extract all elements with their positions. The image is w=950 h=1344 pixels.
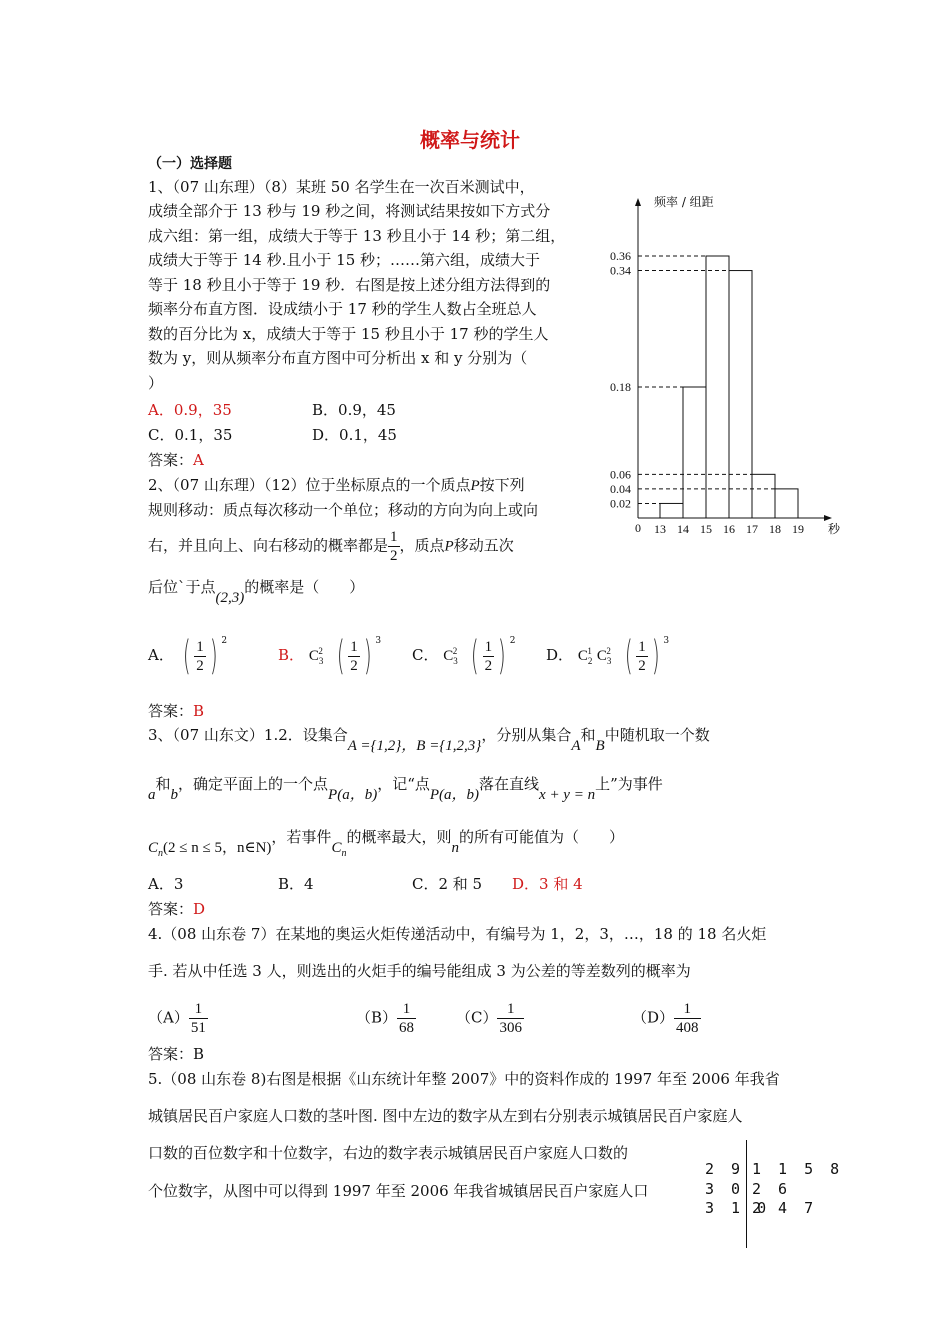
q4-option-a: （A） $\frac{1}{51}$ [148, 1001, 206, 1036]
q1-line: 等于 18 秒且小于等于 19 秒．右图是按上述分组方法得到的 [148, 276, 551, 294]
x-axis-arrow [824, 515, 832, 521]
x-tick-label: 19 [792, 522, 804, 536]
q5-line: 城镇居民百户家庭人口数的茎叶图. 图中左边的数字从左到右分别表示城镇居民百户家庭人 [148, 1107, 743, 1125]
q1-line: 1、（07 山东理）（8）某班 50 名学生在一次百米测试中， [148, 178, 535, 196]
x-tick-label: 18 [769, 522, 781, 536]
q3-option-b: B．4 [278, 875, 314, 893]
q2-line: 规则移动：质点每次移动一个单位；移动的方向为向上或向 [148, 501, 539, 519]
histogram-bar [775, 489, 798, 518]
q1-option-c: C．0.1，35 [148, 426, 233, 444]
y-tick-label: 0.02 [610, 496, 631, 511]
q2-option-d: D． $C_2^1$ $C_3^2$ ( $\frac{1}{2}$ ) $^3$ [546, 633, 670, 679]
histogram-bar [729, 271, 752, 518]
leaves: 1 1 5 8 [752, 1160, 844, 1178]
q1-line: 数的百分比为 x，成绩大于等于 15 秒且小于 17 秒的学生人 [148, 325, 549, 343]
q1-line: 数为 y，则从频率分布直方图中可分析出 x 和 y 分别为（ [148, 349, 528, 367]
frequency-histogram [600, 180, 850, 550]
q4-answer: 答案：B [148, 1045, 205, 1063]
x-tick-label: 13 [654, 522, 666, 536]
x-tick-label: 17 [746, 522, 758, 536]
q3-option-c: C．2 和 5 [412, 875, 483, 893]
y-tick-label: 0.18 [610, 380, 631, 394]
leaves: 2 6 [752, 1180, 792, 1198]
q1-line: 频率分布直方图．设成绩小于 17 秒的学生人数占全班总人 [148, 300, 537, 318]
stem: 2 9 [705, 1160, 745, 1178]
x-tick-label: 15 [700, 522, 712, 536]
leaves: 2 4 7 [752, 1199, 818, 1217]
q3-line: 3、（07 山东文）1.2．设集合A ={1,2}，B ={1,2,3}，分别从集合A和B中随机取一个数 [148, 726, 710, 754]
q2-option-a: A． ( $\frac{1}{2}$ ) $^2$ [148, 633, 228, 679]
q2-answer: 答案：B [148, 702, 205, 720]
q2-line: 后位`于点(2,3)的概率是（ ） [148, 578, 365, 606]
histogram-bar [706, 256, 729, 518]
q3-answer: 答案：D [148, 900, 206, 918]
q5-line: 5.（08 山东卷 8)右图是根据《山东统计年整 2007》中的资料作成的 1997 年至 2006 年我省 [148, 1070, 780, 1088]
x-tick-label: 14 [677, 522, 689, 536]
q3-line: a和b，确定平面上的一个点P(a，b)，记“点P(a，b)落在直线x + y = n上”为事件 [148, 775, 663, 803]
q3-option-d: D．3 和 4 [512, 875, 583, 893]
y-tick-label: 0.34 [610, 263, 631, 278]
q5-line: 个位数字，从图中可以得到 1997 年至 2006 年我省城镇居民百户家庭人口 [148, 1182, 649, 1200]
q4-line: 手. 若从中任选 3 人，则选出的火炬手的编号能组成 3 为公差的等差数列的概率为 [148, 962, 691, 980]
q4-option-c: （C） $\frac{1}{306}$ [456, 1001, 522, 1036]
q5-line: 口数的百位数字和十位数字，右边的数字表示城镇居民百户家庭人口数的 [148, 1144, 629, 1162]
q4-option-d: （D） $\frac{1}{408}$ [632, 1001, 699, 1036]
q2-option-b: B． $C_3^2$ ( $\frac{1}{2}$ ) $^3$ [278, 633, 382, 679]
q4-line: 4.（08 山东卷 7）在某地的奥运火炬传递活动中，有编号为 1，2，3，…，18 的 18 名火炬 [148, 925, 767, 943]
stemleaf-divider [746, 1140, 747, 1248]
q2-line: 右，并且向上、向右移动的概率都是 $\frac{1}{2}$ ，质点P移动五次 [148, 529, 514, 564]
q3-option-a: A．3 [148, 875, 184, 893]
q1-line: ） [148, 374, 164, 392]
histogram-bar [660, 503, 683, 518]
histogram-bar [683, 387, 706, 518]
origin-label: 0 [635, 521, 641, 535]
stem: 3 1 0 [705, 1199, 771, 1217]
histogram-bar [752, 474, 775, 518]
q2-option-c: C． $C_3^2$ ( $\frac{1}{2}$ ) $^2$ [412, 633, 516, 679]
q1-line: 成六组：第一组，成绩大于等于 13 秒且小于 14 秒；第二组， [148, 227, 566, 245]
q3-line: $C_n(2 \le n \le 5$，n∈N)，若事件$C_n$的概率最大，则n的所有可能值为（ ） [148, 828, 624, 859]
q1-line: 成绩大于等于 14 秒.且小于 15 秒；……第六组，成绩大于 [148, 251, 541, 269]
q1-option-a: A．0.9，35 [148, 401, 232, 419]
y-axis-arrow [635, 198, 641, 206]
q4-option-b: （B） $\frac{1}{68}$ [356, 1001, 415, 1036]
q1-option-d: D．0.1，45 [312, 426, 397, 444]
y-tick-label: 0.36 [610, 249, 631, 263]
stem: 3 0 [705, 1180, 745, 1198]
y-axis-label: 频率 / 组距 [654, 195, 714, 209]
fraction: $\frac{1}{2}$ [390, 529, 398, 564]
q1-answer: 答案：A [148, 451, 204, 469]
y-tick-label: 0.04 [610, 481, 631, 496]
page-title: 概率与统计 [420, 128, 520, 152]
q1-option-b: B．0.9，45 [312, 401, 396, 419]
q1-line: 成绩全部介于 13 秒与 19 秒之间，将测试结果按如下方式分 [148, 202, 551, 220]
x-axis-label: 秒 [828, 522, 841, 536]
x-tick-label: 16 [723, 522, 735, 536]
q2-line: 2、（07 山东理）（12）位于坐标原点的一个质点P按下列 [148, 476, 525, 494]
section-heading: （一）选择题 [148, 156, 232, 172]
y-tick-label: 0.06 [610, 467, 631, 482]
